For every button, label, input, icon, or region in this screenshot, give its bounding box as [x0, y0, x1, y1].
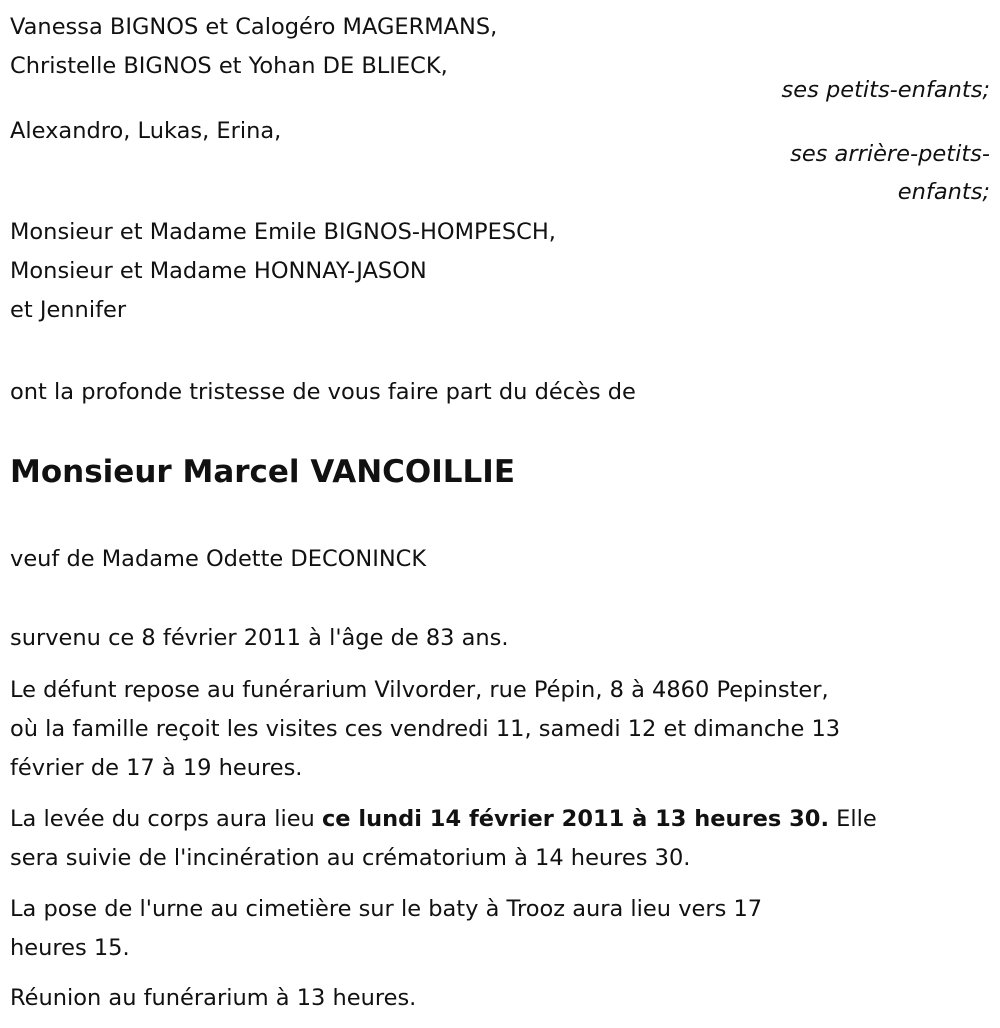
ceremony-text: Elle [829, 806, 877, 832]
paragraph-line: heures 15. [10, 935, 130, 961]
paragraph-line: Le défunt repose au funérarium Vilvorder, rue Pépin, 8 à 4860 Pepinster, [10, 677, 829, 703]
relation-label: ses arrière-petits- [790, 141, 990, 167]
grandchildren-list [10, 8, 497, 86]
family-line: Alexandro, Lukas, Erina, [10, 118, 282, 144]
deceased-name [10, 450, 515, 489]
paragraph-line [10, 800, 877, 839]
paragraph-line: La pose de l'urne au cimetière sur le baty à Trooz aura lieu vers 17 [10, 896, 763, 922]
grandchildren-label [782, 71, 991, 109]
family-line: Vanessa BIGNOS et Calogéro MAGERMANS, [10, 14, 498, 40]
paragraph-line: Réunion au funérarium à 13 heures. [10, 985, 417, 1011]
widower-text: veuf de Madame Odette DECONINCK [10, 546, 427, 572]
announcement-text: ont la profonde tristesse de vous faire part du décès de [10, 379, 636, 405]
family-line: Christelle BIGNOS et Yohan DE BLIECK, [10, 53, 448, 79]
reunion-paragraph [10, 979, 416, 1018]
urn-paragraph [10, 890, 762, 968]
ceremony-paragraph [10, 800, 877, 878]
paragraph-line: sera suivie de l'incinération au crématorium à 14 heures 30. [10, 845, 691, 871]
ceremony-text: La levée du corps aura lieu [10, 806, 322, 832]
family-line: Monsieur et Madame HONNAY-JASON [10, 258, 427, 284]
death-info [10, 619, 509, 658]
paragraph-line: février de 17 à 19 heures. [10, 755, 303, 781]
great-grandchildren-label [790, 135, 990, 211]
announcement [10, 373, 636, 412]
other-family-list [10, 213, 556, 330]
family-line: et Jennifer [10, 297, 127, 323]
paragraph-line: où la famille reçoit les visites ces vendredi 11, samedi 12 et dimanche 13 [10, 716, 841, 742]
widower-of [10, 540, 426, 579]
ceremony-datetime: ce lundi 14 février 2011 à 13 heures 30. [321, 806, 830, 832]
visitation-paragraph [10, 671, 840, 788]
great-grandchildren-list [10, 112, 281, 151]
death-info-text: survenu ce 8 février 2011 à l'âge de 83 ans. [10, 625, 509, 651]
family-line: Monsieur et Madame Emile BIGNOS-HOMPESCH, [10, 219, 556, 245]
relation-label: enfants; [897, 179, 990, 205]
relation-label: ses petits-enfants; [781, 77, 990, 103]
deceased-name-text: Monsieur Marcel VANCOILLIE [10, 454, 516, 490]
